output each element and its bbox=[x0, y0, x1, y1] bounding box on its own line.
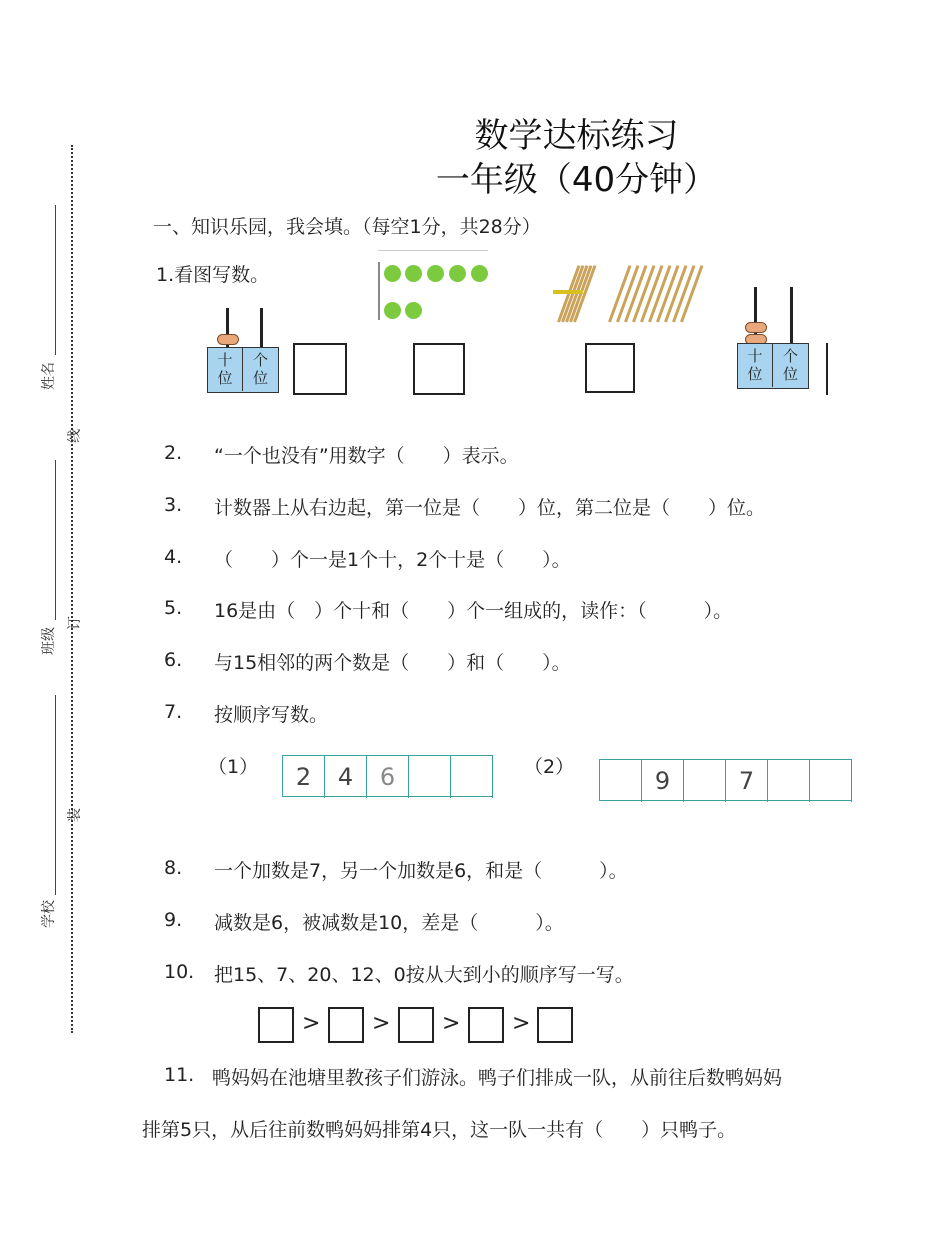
abacus2-body bbox=[737, 343, 809, 389]
abacus2-ones-cell bbox=[773, 344, 808, 387]
order-box[interactable] bbox=[398, 1007, 434, 1043]
order-box[interactable] bbox=[328, 1007, 364, 1043]
q1-label: 1.看图写数。 bbox=[156, 264, 270, 286]
school-underline bbox=[55, 695, 56, 895]
answer-box-2[interactable] bbox=[413, 343, 465, 395]
seq2-cell[interactable] bbox=[684, 760, 726, 802]
order-box[interactable] bbox=[537, 1007, 573, 1043]
q4-text: （ ）个一是1个十，2个十是（ ）。 bbox=[214, 549, 571, 571]
gt-symbol: > bbox=[442, 1011, 461, 1036]
abacus1-ones-top: 个 bbox=[252, 351, 268, 369]
abacus2-tens-top: 十 bbox=[747, 347, 763, 365]
q3-num: 3. bbox=[164, 494, 183, 516]
seq1-cell[interactable]: 2 bbox=[283, 756, 325, 798]
q7-text: 按顺序写数。 bbox=[214, 704, 329, 726]
order-box[interactable] bbox=[468, 1007, 504, 1043]
abacus2-tens-cell bbox=[738, 344, 773, 387]
gt-symbol: > bbox=[302, 1011, 321, 1036]
name-underline bbox=[55, 205, 56, 355]
q5-num: 5. bbox=[164, 597, 183, 619]
q11-text-line2: 排第5只，从后往前数鸭妈妈排第4只，这一队一共有（ ）只鸭子。 bbox=[142, 1119, 737, 1141]
answer-box-3[interactable] bbox=[585, 343, 635, 393]
q2-num: 2. bbox=[164, 442, 183, 464]
loose-sticks-icon bbox=[598, 262, 693, 324]
margin-ding: 订 bbox=[67, 616, 83, 630]
q5-text: 16是由（ ）个十和（ ）个一组成的，读作：（ ）。 bbox=[214, 600, 733, 622]
class-underline bbox=[55, 460, 56, 620]
abacus1-tens-top: 十 bbox=[217, 351, 233, 369]
abacus1-rod-ones bbox=[260, 308, 263, 348]
abacus1-body bbox=[207, 347, 279, 393]
order-row bbox=[258, 1007, 578, 1045]
q9-text: 减数是6，被减数是10，差是（ ）。 bbox=[214, 912, 564, 934]
q8-num: 8. bbox=[164, 857, 183, 879]
dot bbox=[405, 302, 422, 319]
stick-bundle-icon bbox=[553, 262, 581, 324]
gt-symbol: > bbox=[372, 1011, 391, 1036]
dots-frame-line bbox=[378, 262, 380, 320]
q9-num: 9. bbox=[164, 909, 183, 931]
abacus1-tens-bottom: 位 bbox=[217, 369, 233, 387]
dot bbox=[449, 265, 466, 282]
margin-zhuang: 装 bbox=[67, 808, 83, 822]
q3-text: 计数器上从右边起，第一位是（ ）位，第二位是（ ）位。 bbox=[214, 497, 766, 519]
q8-text: 一个加数是7，另一个加数是6，和是（ ）。 bbox=[214, 860, 628, 882]
q4-num: 4. bbox=[164, 546, 183, 568]
page-subtitle: 一年级（40分钟） bbox=[435, 160, 718, 200]
seq2-label: （2） bbox=[524, 756, 575, 778]
abacus2-ones-top: 个 bbox=[782, 347, 798, 365]
abacus2-ones-bottom: 位 bbox=[782, 365, 798, 383]
seq2-cell[interactable] bbox=[600, 760, 642, 802]
q2-text: “一个也没有”用数字（ ）表示。 bbox=[214, 445, 519, 467]
seq2-cell[interactable] bbox=[810, 760, 852, 802]
margin-xian: 线 bbox=[67, 429, 83, 443]
q11-text-line1: 鸭妈妈在池塘里教孩子们游泳。鸭子们排成一队，从前往后数鸭妈妈 bbox=[212, 1067, 783, 1089]
abacus2-bead bbox=[745, 322, 767, 333]
seq2-cell[interactable]: 9 bbox=[642, 760, 684, 802]
dot bbox=[405, 265, 422, 282]
abacus2-tens-bottom: 位 bbox=[747, 365, 763, 383]
dot bbox=[471, 265, 488, 282]
seq1-cell[interactable] bbox=[451, 756, 493, 798]
abacus2-rod-ones bbox=[790, 287, 793, 347]
q6-num: 6. bbox=[164, 649, 183, 671]
gt-symbol: > bbox=[512, 1011, 531, 1036]
q6-text: 与15相邻的两个数是（ ）和（ ）。 bbox=[214, 652, 571, 674]
abacus1-tens-cell bbox=[208, 348, 243, 391]
school-label: 学校 bbox=[41, 900, 57, 928]
abacus1-bead bbox=[217, 334, 239, 345]
seq1-cell[interactable] bbox=[409, 756, 451, 798]
dots-frame-top bbox=[378, 250, 488, 251]
sequence-1 bbox=[282, 755, 493, 797]
q11-num: 11. bbox=[164, 1064, 195, 1086]
order-box[interactable] bbox=[258, 1007, 294, 1043]
abacus1-ones-cell bbox=[243, 348, 278, 391]
q10-text: 把15、7、20、12、0按从大到小的顺序写一写。 bbox=[214, 964, 634, 986]
seq2-cell[interactable] bbox=[768, 760, 810, 802]
seq1-cell[interactable]: 6 bbox=[367, 756, 409, 798]
section-heading: 一、知识乐园，我会填。（每空1分，共28分） bbox=[153, 216, 541, 238]
answer-box-1[interactable] bbox=[293, 343, 347, 395]
dot bbox=[384, 265, 401, 282]
binding-dotted-line bbox=[71, 145, 73, 1033]
seq1-cell[interactable]: 4 bbox=[325, 756, 367, 798]
seq2-cell[interactable]: 7 bbox=[726, 760, 768, 802]
page-title: 数学达标练习 bbox=[474, 116, 679, 156]
sequence-2 bbox=[599, 759, 852, 801]
dot bbox=[384, 302, 401, 319]
answer-box-4[interactable] bbox=[826, 343, 856, 395]
seq1-label: （1） bbox=[208, 756, 259, 778]
name-label: 姓名 bbox=[41, 362, 57, 390]
abacus1-ones-bottom: 位 bbox=[252, 369, 268, 387]
dot bbox=[427, 265, 444, 282]
class-label: 班级 bbox=[41, 627, 57, 655]
q7-num: 7. bbox=[164, 701, 183, 723]
q10-num: 10. bbox=[164, 961, 195, 983]
